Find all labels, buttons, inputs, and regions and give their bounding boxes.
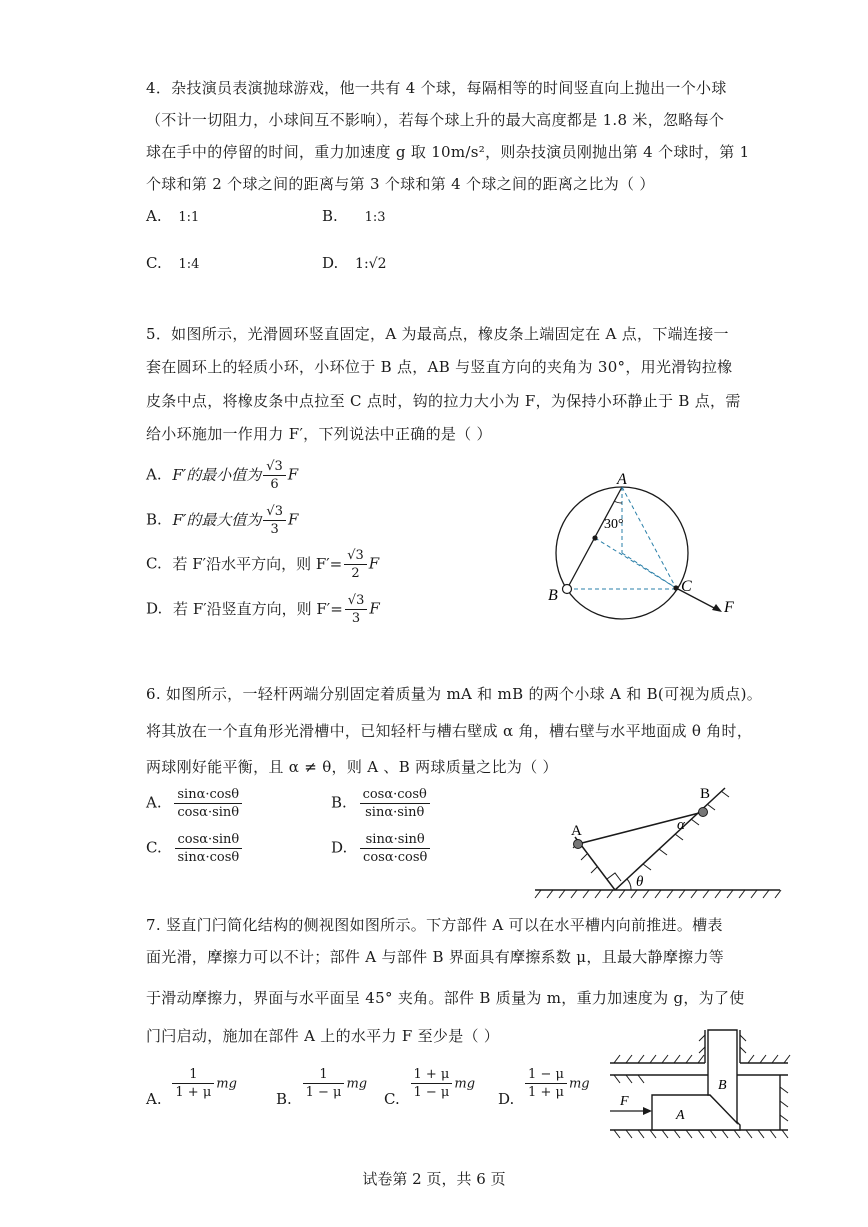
option-value: 1:4 <box>178 257 200 272</box>
q4-option-d[interactable] <box>322 254 387 272</box>
theta-arc <box>627 879 631 890</box>
ball-b <box>699 808 708 817</box>
option-text: F′的最小值为 <box>172 465 262 484</box>
q4-option-c[interactable] <box>146 254 199 272</box>
label-angle: 30° <box>604 517 624 532</box>
option-label: B. <box>322 207 338 225</box>
option-unit: mg <box>216 1076 237 1092</box>
q6-option-c[interactable] <box>146 831 244 866</box>
option-label: C. <box>146 838 162 857</box>
point-c-dot <box>673 585 678 590</box>
dashed-a-c <box>622 487 676 588</box>
label-a: A <box>676 1108 685 1123</box>
q7-option-b[interactable] <box>276 1066 368 1108</box>
ball-a <box>574 840 583 849</box>
option-label: C. <box>146 554 162 573</box>
ground-hatch <box>535 890 781 898</box>
q4-option-a[interactable] <box>146 207 199 225</box>
option-label: A. <box>146 465 162 484</box>
label-theta: θ <box>636 874 644 890</box>
q7-line-3: 于滑动摩擦力，界面与水平面呈 45° 夹角。部件 B 质量为 m，重力加速度为 g，为了使 <box>146 989 745 1007</box>
option-fraction: $\frac{1 + \mu}{1 - \mu}$ <box>411 1066 453 1101</box>
q4-option-b[interactable] <box>322 207 386 225</box>
q5-option-c[interactable] <box>146 547 379 582</box>
option-label: D. <box>498 1089 515 1108</box>
option-fraction: $\frac{\cos\alpha\cdot\sin\theta}{\sin\alpha\cdot\cos\theta}$ <box>175 831 243 866</box>
option-label: C. <box>146 254 162 272</box>
option-label: B. <box>276 1089 292 1108</box>
option-fraction: $\frac{√3}{6}$ <box>263 458 286 493</box>
q7-line-1: 7. 竖直门闩简化结构的侧视图如图所示。下方部件 A 可以在水平槽内向前推进。槽表 <box>146 916 723 934</box>
option-unit: F <box>369 599 380 618</box>
option-fraction: $\frac{\cos\alpha\cdot\cos\theta}{\sin\alpha\cdot\sin\theta}$ <box>360 786 430 821</box>
option-value: 1:3 <box>364 210 386 225</box>
wall-hatch <box>573 791 729 873</box>
option-fraction: $\frac{\sin\alpha\cdot\cos\theta}{\cos\alpha\cdot\sin\theta}$ <box>174 786 242 821</box>
option-label: A. <box>146 207 162 225</box>
option-fraction: $\frac{√3}{2}$ <box>344 547 367 582</box>
arrow-head <box>712 604 722 612</box>
q7-line-4: 门闩启动，施加在部件 A 上的水平力 F 至少是（ ） <box>146 1027 500 1045</box>
option-label: D. <box>322 254 339 272</box>
q5-option-b[interactable] <box>146 503 298 538</box>
option-value: 1:1 <box>178 210 200 225</box>
q6-option-d[interactable] <box>331 831 432 866</box>
label-b: B <box>548 587 558 604</box>
label-alpha: α <box>677 817 685 833</box>
small-ring-b <box>563 585 572 594</box>
q6-option-a[interactable] <box>146 786 244 821</box>
q5-line-3: 皮条中点，将橡皮条中点拉至 C 点时，钩的拉力大小为 F，为保持小环静止于 B 点，需 <box>146 392 741 410</box>
label-b: B <box>700 786 711 802</box>
option-fraction: $\frac{1}{1 - \mu}$ <box>303 1066 345 1101</box>
option-unit: F <box>368 554 380 573</box>
option-label: B. <box>146 510 162 529</box>
q5-line-2: 套在圆环上的轻质小环，小环位于 B 点，AB 与竖直方向的夹角为 30°，用光滑钩拉橡 <box>146 358 733 376</box>
q6-groove-figure <box>535 782 785 902</box>
option-fraction: $\frac{√3}{3}$ <box>345 592 368 627</box>
q7-latch-figure <box>610 1025 790 1140</box>
q7-option-d[interactable] <box>498 1066 590 1108</box>
option-label: D. <box>146 599 163 618</box>
q6-line-2: 将其放在一个直角形光滑槽中，已知轻杆与槽右壁成 α 角，槽右壁与水平地面成 θ 角时， <box>146 722 753 740</box>
option-fraction: $\frac{√3}{3}$ <box>263 503 286 538</box>
q5-option-a[interactable] <box>146 458 298 493</box>
q7-option-a[interactable] <box>146 1066 237 1108</box>
label-c: C <box>681 578 692 595</box>
page-footer: 试卷第 2 页，共 6 页 <box>362 1170 506 1188</box>
option-label: A. <box>146 1089 162 1108</box>
right-wall <box>615 788 725 890</box>
q5-line-1: 5．如图所示，光滑圆环竖直固定，A 为最高点，橡皮条上端固定在 A 点，下端连接一 <box>146 325 729 343</box>
option-unit: F <box>287 465 299 484</box>
option-unit: mg <box>346 1076 368 1092</box>
q6-line-1: 6. 如图所示，一轻杆两端分别固定着质量为 mA 和 mB 的两个小球 A 和 B(可视为质点)。 <box>146 685 763 703</box>
option-label: D. <box>331 838 348 857</box>
q6-line-3: 两球刚好能平衡，且 α ≠ θ，则 A 、B 两球质量之比为（ ） <box>146 758 558 776</box>
right-angle-mark <box>607 873 621 881</box>
option-fraction: $\frac{\sin\alpha\cdot\sin\theta}{\cos\alpha\cdot\cos\theta}$ <box>360 831 430 866</box>
q7-line-2: 面光滑，摩擦力可以不计；部件 A 与部件 B 界面具有摩擦系数 μ，且最大静摩擦力等 <box>146 948 725 966</box>
q5-line-4: 给小环施加一作用力 F′，下列说法中正确的是（ ） <box>146 425 492 443</box>
q4-line-1: 4．杂技演员表演抛球游戏，他一共有 4 个球，每隔相等的时间竖直向上抛出一个小球 <box>146 79 727 97</box>
label-a: A <box>571 823 582 839</box>
option-text: F′的最大值为 <box>172 510 262 529</box>
label-f: F <box>620 1094 629 1109</box>
option-unit: mg <box>454 1076 476 1092</box>
option-label: C. <box>384 1089 400 1108</box>
option-label: A. <box>146 793 162 812</box>
option-fraction: $\frac{1}{1 + \mu}$ <box>172 1066 214 1101</box>
arrow-head <box>643 1107 652 1115</box>
option-text: 若 F′沿水平方向，则 F′= <box>172 554 343 573</box>
option-text: 若 F′沿竖直方向，则 F′= <box>173 599 343 618</box>
q4-line-2: （不计一切阻力，小球间互不影响），若每个球上升的最大高度都是 1.8 米，忽略每个 <box>146 111 725 129</box>
label-b: B <box>718 1078 727 1093</box>
label-a: A <box>617 471 627 488</box>
q5-option-d[interactable] <box>146 592 380 627</box>
q5-ring-figure <box>540 470 760 630</box>
q4-line-3: 球在手中的停留的时间，重力加速度 g 取 10m/s²，则杂技演员刚抛出第 4 个球时，第 1 <box>146 143 750 161</box>
q6-option-b[interactable] <box>331 786 432 821</box>
q4-line-4: 个球和第 2 个球之间的距离与第 3 个球和第 4 个球之间的距离之比为（ ） <box>146 175 655 193</box>
option-unit: F <box>287 510 299 529</box>
option-fraction: $\frac{1 - \mu}{1 + \mu}$ <box>525 1066 567 1101</box>
q7-option-c[interactable] <box>384 1066 476 1108</box>
option-value: 1:√2 <box>355 256 387 272</box>
option-unit: mg <box>568 1076 590 1092</box>
label-f: F <box>724 599 734 616</box>
midpoint-dot <box>592 535 597 540</box>
option-label: B. <box>331 793 347 812</box>
angle-arc <box>614 501 622 503</box>
